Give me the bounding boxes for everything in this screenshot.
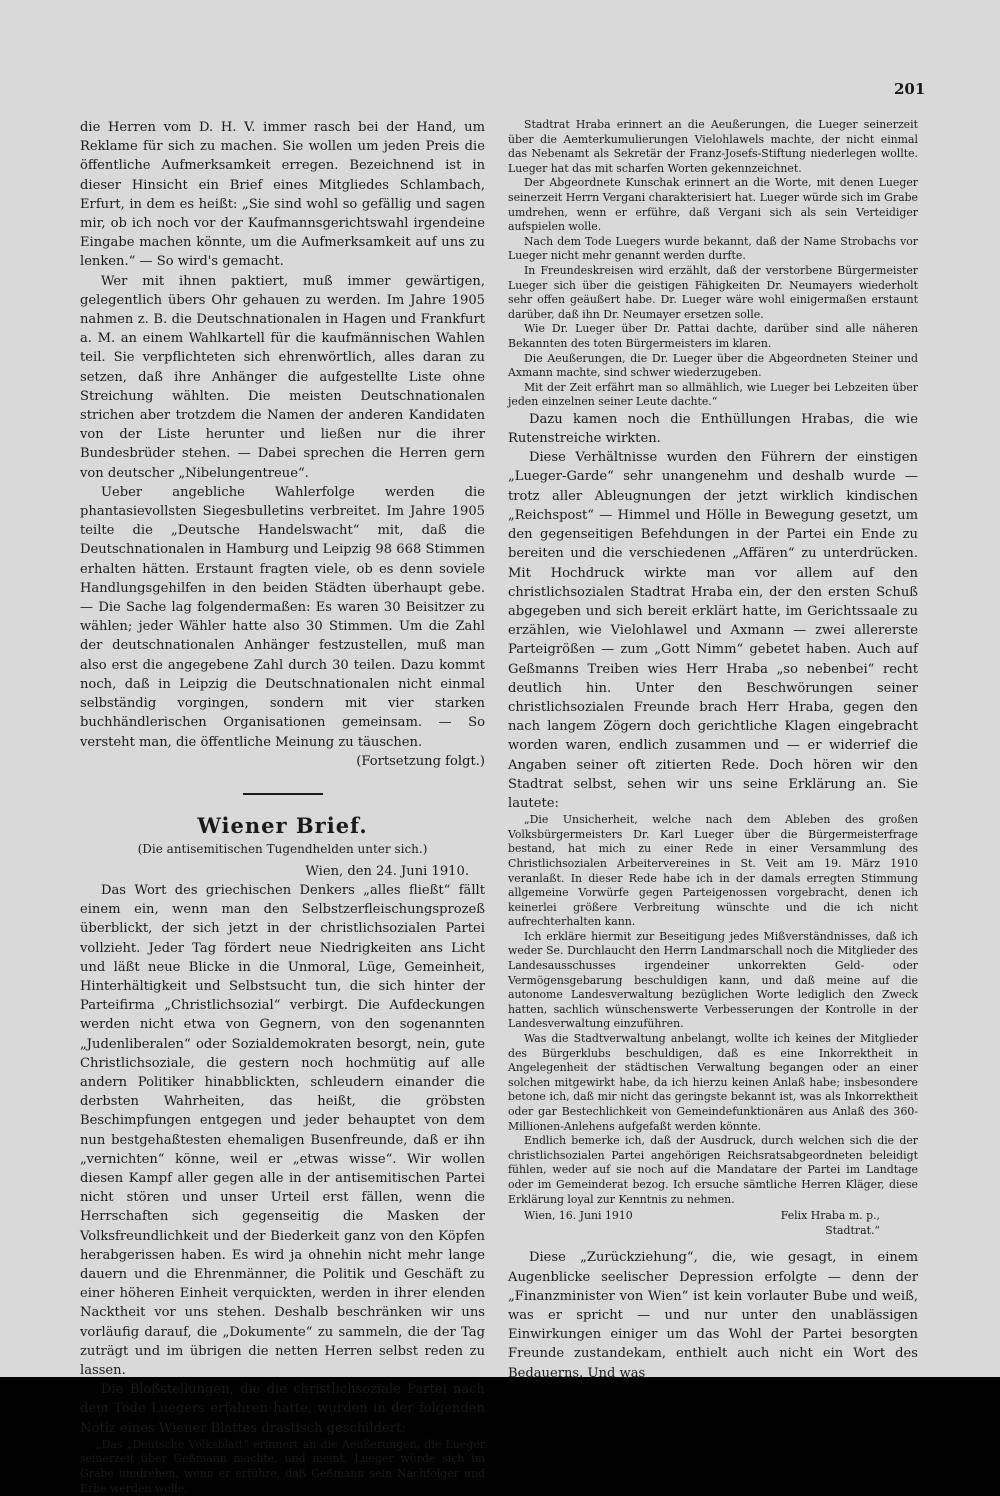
paragraph: Diese Verhältnisse wurden den Führern der einstigen „Lueger-Garde“ sehr unangenehm und deshalb wurde — trotz aller Ableugnungen der jetzt wirklich kindischen „Reichspost“ — Himmel und Hölle in Bewegung gesetzt, um den gegenseitigen Befehdungen in der Partei ein Ende zu bereiten und die verschiedenen „Affären“ zu unterdrücken. Mit Hochdruck wirkte man vor allem auf den christlichsozialen Stadtrat Hraba ein, der den ersten Schuß abgegeben und sich bereit erklärt hatte, im Gerichtssaale zu erzählen, wie Vielohlawel und Axmann — zwei allererste Parteigrößen — zum „Gott Nimm“ gebetet haben. Auch auf Geßmanns Treiben wies Herr Hraba „so nebenbei“ recht deutlich hin. Unter den Beschwörungen seiner christlichsozialen Freunde brach Herr Hraba, gegen den nach langem Zögern doch gerichtliche Klagen eingebracht worden waren, endlich zusammen und — er widerrief die Angaben seiner oft zitierten Rede. Doch hören wir den Stadtrat selbst, sehen wir uns seine Erklärung an. Sie lautete: xyxy=(508,450,918,811)
right-column xyxy=(508,118,918,1383)
paragraph: Dazu kamen noch die Enthüllungen Hrabas, die wie Rutenstreiche wirkten. xyxy=(508,411,918,447)
quoted-text: In Freundeskreisen wird erzählt, daß der verstorbene Bürgermeister Lueger sich über die geistigen Fähigkeiten Dr. Neumayers wiederholt sehr offen geäußert habe. Dr. Lueger wäre wohl einigermaßen erstaunt darüber, daß ihn Dr. Neumayer ersetzen solle. xyxy=(508,263,918,321)
paragraph: die Herren vom D. H. V. immer rasch bei der Hand, um Reklame für sich zu machen. Sie wollen um jeden Preis die öffentliche Aufmerksamkeit erregen. Bezeichnend ist in dieser Hinsicht ein Brief eines Mitgliedes Schlambach, Erfurt, in dem es heißt: „Sie sind wohl so gefällig und sagen mir, ob ich noch vor der Kaufmannsgerichtswahl irgendeine Eingabe machen könnte, um die Aufmerksamkeit auf uns zu lenken.“ — So wird's gemacht. xyxy=(80,120,485,270)
signature-block xyxy=(508,1209,918,1224)
quoted-text: „Die Unsicherheit, welche nach dem Ableben des großen Volksbürgermeisters Dr. Karl Lueger über die Bürgermeisterfrage bestand, hat mich zu einer Rede in einer Versammlung des Christlichsozialen Arbeitervereines in St. Veit am 19. März 1910 veranlaßt. In dieser Rede habe ich in der damals erregten Stimmung allgemeine Vorwürfe gegen Parteigenossen vorgebracht, denen ich keinerlei größere Verbreitung wünschte und die ich nicht aufrechterhalten kann. xyxy=(508,813,918,929)
quoted-text: Ich erkläre hiermit zur Beseitigung jedes Mißverständnisses, daß ich weder Se. Durchlaucht den Herrn Landmarschall noch die Mitglieder des Landesausschusses irgendeiner unkorrekten Geld- oder Vermögensgebarung beschuldigen kann, und daß meine auf die autonome Landesverwaltung bezüglichen Worte lediglich den Zweck hatten, sachlich wünschenswerte Verbesserungen der Kontrolle in der Landesverwaltung einzuführen. xyxy=(508,929,918,1031)
continued-note: (Fortsetzung folgt.) xyxy=(356,753,485,769)
paragraph: Das Wort des griechischen Denkers „alles fließt“ fällt einem ein, wenn man den Selbstzerfleischungsprozeß überblickt, der sich jetzt in der christlichsozialen Partei vollzieht. Jeder Tag fördert neue Niedrigkeiten ans Licht und läßt neue Blicke in die Unmoral, Lüge, Gemeinheit, Hinterhältigkeit und Selbstsucht tun, die sich hinter der Parteifirma „Christlichsozial“ verbirgt. Die Aufdeckungen werden nicht etwa von Gegnern, von den sogenannten „Judenliberalen“ oder Sozialdemokraten besorgt, nein, gute Christlichsoziale, die gestern noch hochmütig auf alle andern Politiker hinabblickten, schleudern einander die derbsten Wahrheiten, das heißt, die gröbsten Beschimpfungen entgegen und jeder behauptet von dem nun bestgehaßtesten ehemaligen Busenfreunde, daß er ihn „vernichten“ könne, weil er „etwas wisse“. Wir wollen diesen Kampf aller gegen alle in der antisemitischen Partei nicht stören und unser Urteil erst fällen, wenn die Herrschaften sich gegenseitig die Masken der Volksfreundlichkeit und der Biederkeit ganz von den Köpfen herabgerissen haben. Es wird ja ohnehin nicht mehr lange dauern und die Ehrenmänner, die Politik und Geschäft zu einer höheren Einheit verquickten, werden in ihrer elenden Nacktheit vor uns stehen. Deshalb beschränken wir uns vorläufig darauf, die „Dokumente“ zu sammeln, die der Tag zuträgt und im übrigen die netten Herren selbst reden zu lassen. xyxy=(80,882,485,1378)
article-title: Wiener Brief. xyxy=(197,812,368,838)
article-dateline: Wien, den 24. Juni 1910. xyxy=(305,863,469,879)
paragraph: Die Bloßstellungen, die die christlichsoziale Partei nach dem Tode Luegers erfahren hatte, wurden in der folgenden Notiz eines Wiener Blattes drastisch geschildert: xyxy=(80,1382,485,1436)
section-divider xyxy=(243,793,323,795)
quoted-text: Wie Dr. Lueger über Dr. Pattai dachte, darüber sind alle näheren Bekannten des toten Bürgermeisters im klaren. xyxy=(508,322,918,350)
paragraph: Wer mit ihnen paktiert, muß immer gewärtigen, gelegentlich übers Ohr gehauen zu werden. Im Jahre 1905 nahmen z. B. die Deutschnationalen in Hagen und Frankfurt a. M. an einem Wahlkartell für die kaufmännischen Wahlen teil. Sie verpflichteten sich ehrenwörtlich, alles daran zu setzen, daß ihre Anhänger die aufgestellte Liste ohne Streichung wählten. Die meisten Deutschnationalen strichen aber trotzdem die Namen der anderen Kandidaten von der Liste herunter und ließen nur die ihrer Bundesbrüder stehen. — Dabei sprechen die Herren gern von deutscher „Nibelungentreue“. xyxy=(80,273,485,481)
page-number: 201 xyxy=(894,80,926,98)
quoted-text: Endlich bemerke ich, daß der Ausdruck, durch welchen sich die der christlichsozialen Partei angehörigen Reichsratsabgeordneten beleidigt fühlen, weder auf sie noch auf die Mandatare der Partei im Landtage oder im Gemeinderat bezog. Ich ersuche sämtliche Herren Kläger, diese Erklärung loyal zur Kenntnis zu nehmen. xyxy=(508,1134,918,1206)
left-column xyxy=(80,118,485,1496)
signature-name: Felix Hraba m. p., xyxy=(780,1209,880,1223)
quoted-text: Nach dem Tode Luegers wurde bekannt, daß der Name Strobachs vor Lueger nicht mehr genannt werden durfte. xyxy=(508,234,918,263)
signature-title: Stadtrat.“ xyxy=(825,1223,880,1237)
paragraph: Ueber angebliche Wahlerfolge werden die phantasievollsten Siegesbulletins verbreitet. Im Jahre 1905 teilte die „Deutsche Handelswacht“ mit, daß die Deutschnationalen in Hamburg und Leipzig 98 668 Stimmen erhalten hätten. Erstaunt fragten viele, ob es denn soviele Handlungsgehilfen in den beiden Städten überhaupt gebe. — Die Sache lag folgendermaßen: Es waren 30 Beisitzer zu wählen; jeder Wähler hatte also 30 Stimmen. Um die Zahl der deutschnationalen Anhänger festzustellen, muß man also erst die angegebene Zahl durch 30 teilen. Dazu kommt noch, daß in Leipzig die Deutschnationalen nicht einmal selbständig vorgingen, sondern mit vier starken buchhändlerischen Organisationen gemeinsam. — So versteht man, die öffentliche Meinung zu täuschen. xyxy=(80,484,485,750)
paragraph: Diese „Zurückziehung“, die, wie gesagt, in einem Augenblicke seelischer Depression erfolgte — denn der „Finanzminister von Wien“ ist kein vorlauter Bube und weiß, was er spricht — und nur unter den unablässigen Einwirkungen einiger um das Wohl der Partei besorgten Freunde zustandekam, enthielt auch nicht ein Wort des Bedauerns. Und was xyxy=(508,1250,918,1381)
quoted-text: Der Abgeordnete Kunschak erinnert an die Worte, mit denen Lueger seinerzeit Herrn Vergani charakterisiert hat. Lueger würde sich im Grabe umdrehen, wenn er erführe, daß Vergani sich als sein Verteidiger aufspielen wolle. xyxy=(508,176,918,234)
quoted-text: Die Aeußerungen, die Dr. Lueger über die Abgeordneten Steiner und Axmann machte, sind schwer wiederzugeben. xyxy=(508,351,918,380)
signature-date: Wien, 16. Juni 1910 xyxy=(524,1209,633,1223)
article-subtitle: (Die antisemitischen Tugendhelden unter sich.) xyxy=(137,841,428,856)
quoted-text: Was die Stadtverwaltung anbelangt, wollte ich keines der Mitglieder des Bürgerklubs beschuldigen, daß es eine Inkorrektheit in Angelegenheit der städtischen Verwaltung begangen oder an einer solchen mitgewirkt habe, da ich hierzu keinen Anlaß habe; insbesondere betone ich, daß mir nicht das geringste bekannt ist, was als Inkorrektheit oder gar Bestechlichkeit von Gemeindefunktionären aus Anlaß des 360-Millionen-Anlehens aufgefaßt werden könnte. xyxy=(508,1032,918,1133)
quoted-text: Stadtrat Hraba erinnert an die Aeußerungen, die Lueger seinerzeit über die Aemterkumulierungen Vielohlawels machte, der nicht einmal das Nebenamt als Sekretär der Franz-Josefs-Stiftung niederlegen wollte. Lueger hat das mit scharfen Worten gekennzeichnet. xyxy=(508,118,918,175)
quoted-text: Mit der Zeit erfährt man so allmählich, wie Lueger bei Lebzeiten über jeden einzelnen seiner Leute dachte.“ xyxy=(508,380,918,409)
quoted-text: „Das „Deutsche Volksblatt“ erinnert an die Aeußerungen, die Lueger seinerzeit über Geßmann machte, und meint, Lueger würde sich im Grabe umdrehen, wenn er erführe, daß Geßmann sein Nachfolger und Erbe werden wolle. xyxy=(80,1437,485,1495)
